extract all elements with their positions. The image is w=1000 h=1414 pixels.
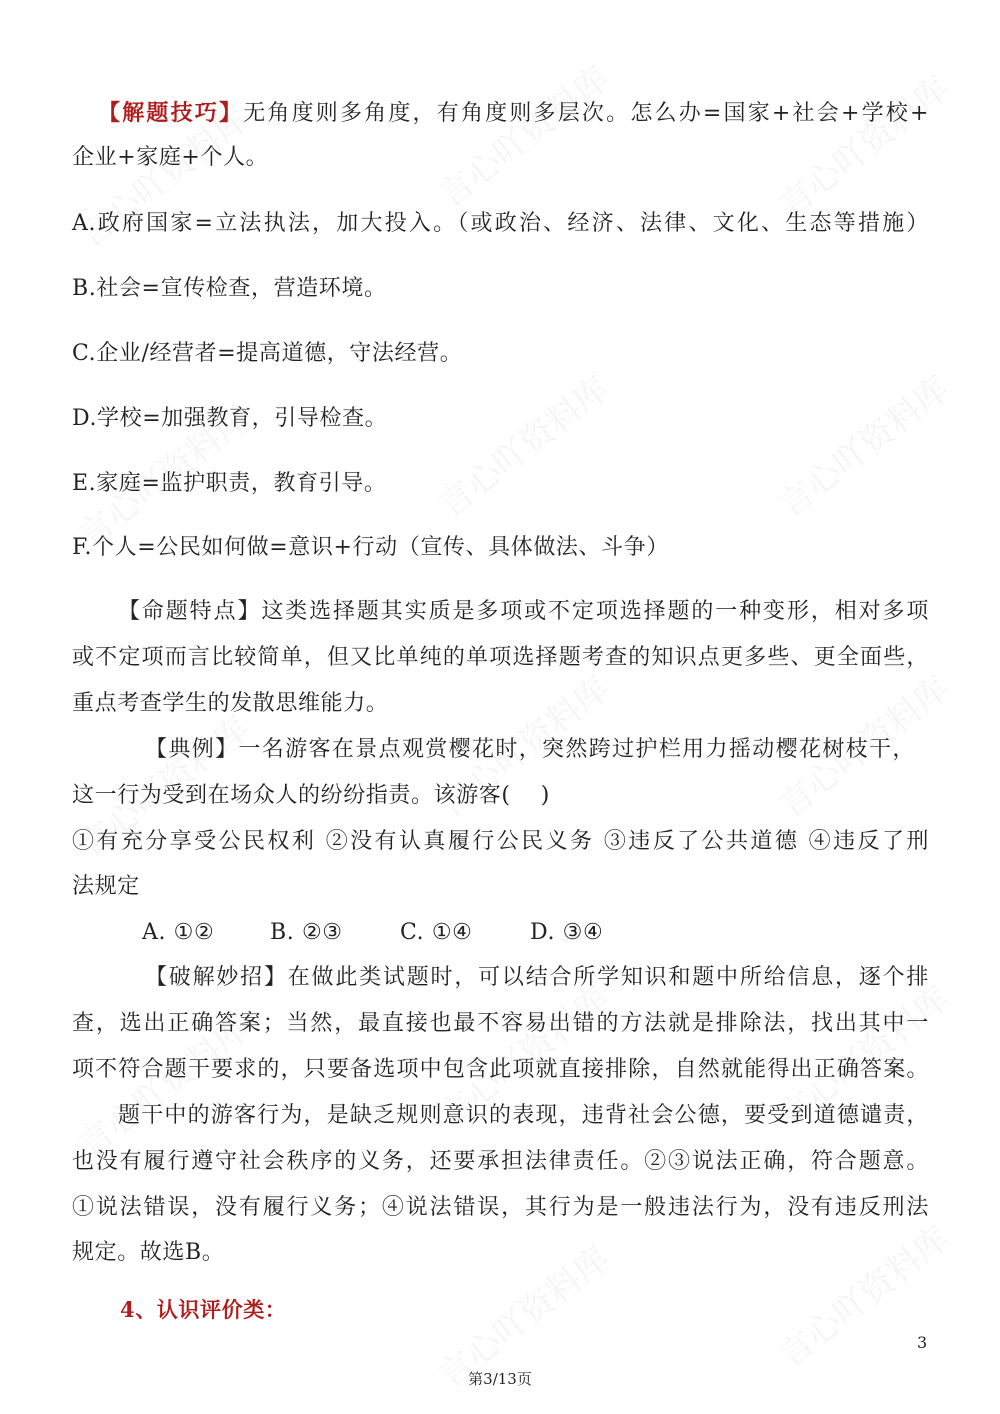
item-a: A.政府国家=立法执法，加大投入。（或政治、经济、法律、文化、生态等措施） [72, 211, 929, 236]
analysis-line: 规定。故选B。 [72, 1240, 225, 1265]
analysis-line: 也没有履行遵守社会秩序的义务，还要承担法律责任。②③说法正确，符合题意。 [72, 1149, 929, 1174]
watermark [767, 362, 958, 526]
item-f: F.个人=公民如何做=意识+行动（宣传、具体做法、斗争） [72, 535, 669, 560]
option-a: A. ①② [142, 920, 215, 945]
method-line: 【破解妙招】在做此类试题时，可以结合所学知识和题中所给信息，逐个排 [145, 965, 929, 990]
tips-text: 无角度则多角度，有角度则多层次。怎么办=国家+社会+学校+ [243, 101, 929, 126]
example-line: 【典例】一名游客在景点观赏樱花时，突然跨过护栏用力摇动樱花树枝干， [145, 737, 915, 762]
option-d: D. ③④ [530, 920, 604, 945]
tips-line-1 [98, 98, 929, 129]
features-line: 或不定项而言比较简单，但又比单纯的单项选择题考查的知识点更多些、更全面些， [72, 645, 929, 670]
page-number: 3 [917, 1333, 928, 1352]
option-c: C. ①④ [400, 920, 473, 945]
watermark [767, 62, 958, 226]
section-heading: 4、认识评价类： [120, 1297, 287, 1322]
item-e: E.家庭=监护职责，教育引导。 [72, 471, 387, 496]
example-line: 法规定 [72, 874, 140, 899]
example-line: 这一行为受到在场众人的纷纷指责。该游客( ) [72, 783, 550, 808]
analysis-line: ①说法错误，没有履行义务；④说法错误，其行为是一般违法行为，没有违反刑法 [72, 1195, 929, 1220]
watermark [427, 52, 618, 216]
item-c: C.企业/经营者=提高道德，守法经营。 [72, 341, 463, 366]
method-line: 项不符合题干要求的，只要备选项中包含此项就直接排除，自然就能得出正确答案。 [72, 1057, 929, 1082]
item-d: D.学校=加强教育，引导检查。 [72, 406, 388, 431]
watermark [767, 1212, 958, 1376]
features-line: 重点考查学生的发散思维能力。 [72, 691, 389, 716]
method-line: 查，选出正确答案；当然，最直接也最不容易出错的方法就是排除法，找出其中一 [72, 1011, 929, 1036]
option-b: B. ②③ [270, 920, 343, 945]
tips-label: 【解题技巧】 [98, 100, 244, 126]
page-footer: 第3/13页 [468, 1370, 532, 1388]
watermark [427, 362, 618, 526]
features-line: 【命题特点】这类选择题其实质是多项或不定项选择题的一种变形，相对多项 [118, 599, 929, 624]
item-b: B.社会=宣传检查，营造环境。 [72, 276, 387, 301]
analysis-line: 题干中的游客行为，是缺乏规则意识的表现，违背社会公德，要受到道德谴责， [118, 1103, 929, 1128]
tips-line-2: 企业+家庭+个人。 [72, 145, 269, 170]
example-line: ①有充分享受公民权利 ②没有认真履行公民义务 ③违反了公共道德 ④违反了刑 [72, 829, 929, 854]
